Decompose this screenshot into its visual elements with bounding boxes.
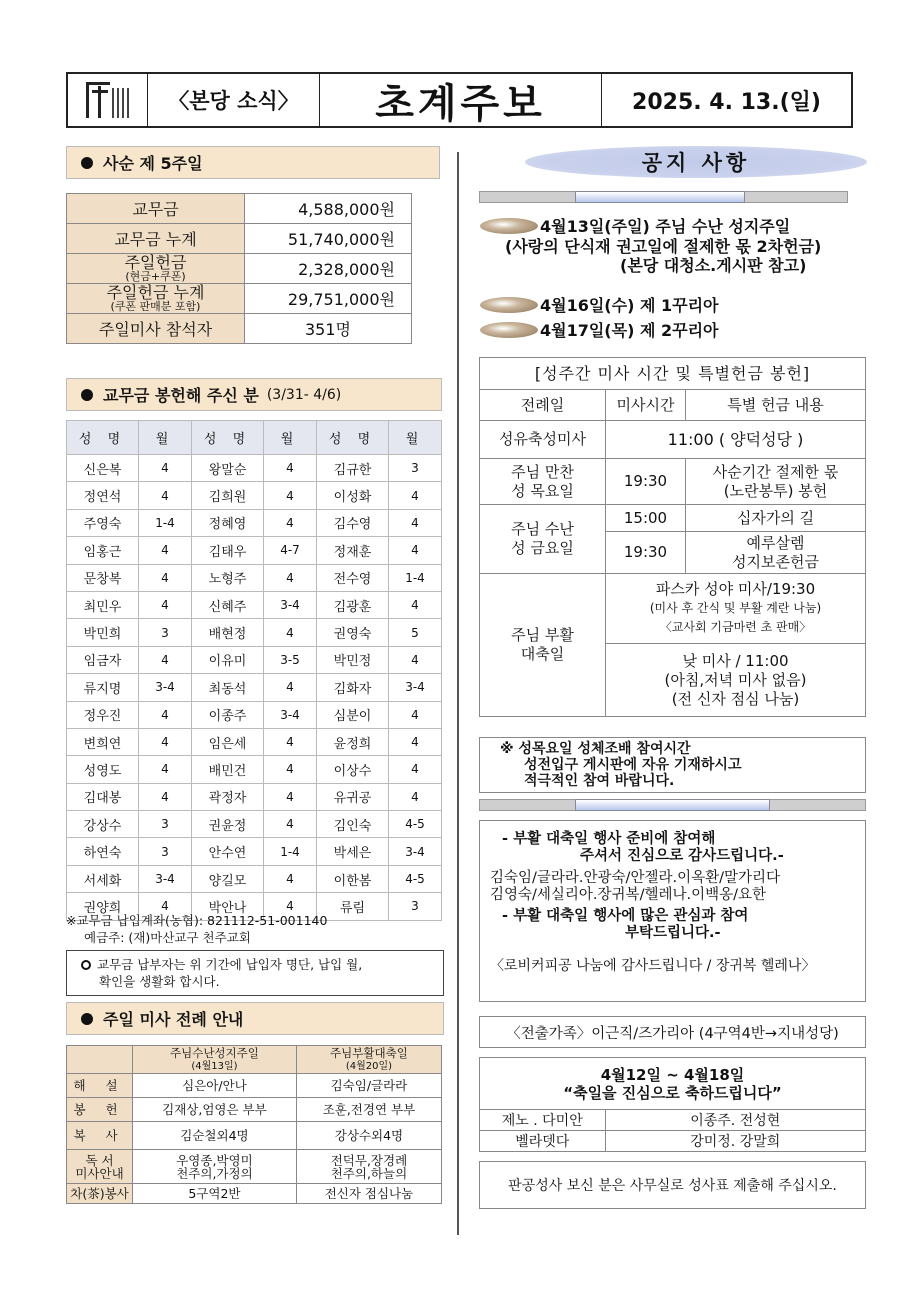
donor-row — [67, 865, 442, 892]
donor-name: 신혜주 — [192, 591, 264, 618]
liturgy-row: 복 사 김순철외4명 강상수외4명 — [67, 1122, 442, 1150]
donor-month: 4 — [139, 455, 192, 482]
confession-notice: 판공성사 보신 분은 사무실로 성사표 제출해 주십시오. — [479, 1161, 866, 1209]
announcement-palm-sunday: 4월13일(주일) 주님 수난 성지주일 (사랑의 단식재 권고일에 절제한 몫 2차헌금) (본당 대청소.게시판 참고) — [480, 217, 860, 276]
offering-value: 351명 — [245, 314, 412, 344]
donor-name: 최동석 — [192, 674, 264, 701]
donor-name: 왕말순 — [192, 455, 264, 482]
announcement-curia-2: 4월17일(목) 제 2꾸리아 — [480, 321, 719, 341]
donor-row — [67, 756, 442, 783]
donor-name: 권윤정 — [192, 811, 264, 838]
announcement-curia-1: 4월16일(수) 제 1꾸리아 — [480, 296, 719, 316]
offering-value: 51,740,000원 — [245, 224, 412, 254]
bulletin-date: 2025. 4. 13.(일) — [632, 89, 821, 115]
donor-month: 3-4 — [389, 838, 442, 865]
offering-row: 주일미사 참석자 351명 — [67, 314, 412, 344]
donor-month: 3 — [139, 619, 192, 646]
feast-day-row: 제노 . 다미안 이종주. 전성현 — [480, 1110, 865, 1131]
offering-value: 2,328,000원 — [245, 254, 412, 284]
liturgy-header-row — [67, 1046, 442, 1074]
donor-name: 배현정 — [192, 619, 264, 646]
donor-month: 4 — [264, 783, 317, 810]
col-name: 성 명 — [317, 421, 389, 455]
parish-logo — [68, 74, 148, 126]
donor-name: 김태우 — [192, 537, 264, 564]
donor-row — [67, 783, 442, 810]
donor-row — [67, 619, 442, 646]
donor-name: 전수영 — [317, 564, 389, 591]
donor-month: 4 — [139, 591, 192, 618]
feast-day-range: 4월12일 ~ 4월18일 — [600, 1066, 745, 1084]
donors-section-bar — [66, 378, 442, 411]
offering-row: 교무금 4,588,000원 — [67, 194, 412, 224]
donor-month: 4 — [389, 509, 442, 536]
donor-row — [67, 811, 442, 838]
donor-month: 4 — [389, 756, 442, 783]
holy-week-table — [479, 357, 866, 717]
donor-month: 4 — [389, 646, 442, 673]
pill-bullet-icon — [480, 297, 538, 313]
donor-name: 정혜영 — [192, 509, 264, 536]
donor-table — [66, 420, 442, 921]
donor-name: 이상수 — [317, 756, 389, 783]
donor-name: 최민우 — [67, 591, 139, 618]
donor-name: 하연숙 — [67, 838, 139, 865]
donor-name: 박민정 — [317, 646, 389, 673]
lent-section-bar — [66, 146, 440, 179]
offering-row: 주일헌금 (현금+쿠폰) 2,328,000원 — [67, 254, 412, 284]
donor-name: 김규한 — [317, 455, 389, 482]
donor-month: 4 — [264, 728, 317, 755]
header-tag: 〈본당 소식〉 — [148, 74, 320, 126]
donor-name: 서세화 — [67, 865, 139, 892]
donor-month: 4 — [139, 646, 192, 673]
liturgy-table — [66, 1045, 442, 1204]
bullet-icon — [81, 389, 93, 401]
donor-row — [67, 537, 442, 564]
donor-row — [67, 482, 442, 509]
pill-bullet-icon — [480, 322, 538, 338]
donor-month: 3-4 — [139, 674, 192, 701]
holy-week-row-thursday: 주님 만찬 성 목요일 19:30 사순기간 절제한 몫 (노란봉투) 봉헌 — [480, 459, 866, 505]
payment-notice-box — [66, 950, 444, 996]
liturgy-section-bar — [66, 1002, 444, 1035]
bulletin-title: 초계주보 — [320, 74, 602, 126]
donor-name: 주영숙 — [67, 509, 139, 536]
donor-month: 4 — [389, 728, 442, 755]
donor-month: 1-4 — [389, 564, 442, 591]
donor-month: 3 — [139, 838, 192, 865]
col-month: 월 — [139, 421, 192, 455]
donor-month: 4 — [264, 509, 317, 536]
donor-name: 이한봄 — [317, 865, 389, 892]
holy-week-row-chrism: 성유축성미사 11:00 ( 양덕성당 ) — [480, 421, 866, 459]
donor-name: 성영도 — [67, 756, 139, 783]
donor-month: 3 — [389, 893, 442, 920]
transfer-family-notice: 〈전출가족〉이근직/즈가리아 (4구역4반→지내성당) — [479, 1016, 866, 1048]
feast-day-greeting: “축일을 진심으로 축하드립니다” — [563, 1084, 782, 1102]
donor-month: 4-5 — [389, 811, 442, 838]
donor-name: 이종주 — [192, 701, 264, 728]
donor-name: 정우진 — [67, 701, 139, 728]
donor-month: 4 — [389, 591, 442, 618]
donor-month: 3-4 — [389, 674, 442, 701]
account-holder: 예금주: (재)마산교구 천주교회 — [84, 930, 251, 945]
payment-notice-line1: 교무금 납부자는 위 기간에 납입자 명단, 납입 월, — [97, 957, 363, 972]
offering-row: 주일헌금 누계 (쿠폰 판매분 포함) 29,751,000원 — [67, 284, 412, 314]
donor-month: 3-5 — [264, 646, 317, 673]
donor-name: 노형주 — [192, 564, 264, 591]
donor-month: 4 — [264, 893, 317, 920]
donor-name: 임은세 — [192, 728, 264, 755]
donor-name: 김수영 — [317, 509, 389, 536]
donor-name: 유귀공 — [317, 783, 389, 810]
donor-month: 4-5 — [389, 865, 442, 892]
column-divider — [457, 152, 459, 1235]
bulletin-header — [66, 72, 853, 128]
donor-name: 안수연 — [192, 838, 264, 865]
donor-row — [67, 838, 442, 865]
offering-value: 29,751,000원 — [245, 284, 412, 314]
offering-summary-table — [66, 193, 412, 344]
donor-name: 임홍근 — [67, 537, 139, 564]
donor-month: 4 — [389, 537, 442, 564]
donor-month: 4 — [139, 537, 192, 564]
donor-name: 김광훈 — [317, 591, 389, 618]
donor-month: 4 — [139, 564, 192, 591]
donor-name: 류지명 — [67, 674, 139, 701]
holy-week-row-friday-2: 19:30 예루살렘 성지보존헌금 — [480, 532, 866, 574]
donor-name: 정재훈 — [317, 537, 389, 564]
donor-name: 윤정희 — [317, 728, 389, 755]
donor-name: 박민희 — [67, 619, 139, 646]
donor-name: 정연석 — [67, 482, 139, 509]
donor-month: 4 — [139, 482, 192, 509]
liturgy-row: 봉 헌 김재상,엄영은 부부 조훈,전경연 부부 — [67, 1098, 442, 1122]
notice-title: 공지 사항 — [525, 146, 867, 178]
feast-day-box — [479, 1057, 866, 1152]
col-name: 성 명 — [67, 421, 139, 455]
donor-name: 권양희 — [67, 893, 139, 920]
donors-section-title: 교무금 봉헌해 주신 분 — [103, 386, 259, 405]
offering-value: 4,588,000원 — [245, 194, 412, 224]
donor-name: 심분이 — [317, 701, 389, 728]
donor-name: 문창복 — [67, 564, 139, 591]
donor-name: 이성화 — [317, 482, 389, 509]
donor-row — [67, 509, 442, 536]
account-number: ※교무금 납입계좌(농협): 821112-51-001140 — [66, 913, 328, 928]
donor-month: 4 — [389, 482, 442, 509]
donor-month: 4 — [389, 783, 442, 810]
donor-month: 4 — [264, 865, 317, 892]
donor-row — [67, 455, 442, 482]
liturgy-row: 독 서 미사안내 우영종,박영미 천주의,가정의 전덕무,장경례 천주의,하늘의 — [67, 1150, 442, 1184]
holy-week-row-easter: 주님 부활 대축일 파스카 성야 미사/19:30 (미사 후 간식 및 부활 계란 나눔) 〈교사회 기금마련 초 판매〉 — [480, 574, 866, 644]
donor-month: 4 — [139, 756, 192, 783]
donor-header-row — [67, 421, 442, 455]
liturgy-col1-header: 주님수난성지주일 (4월13일) — [133, 1046, 297, 1074]
donor-name: 곽정자 — [192, 783, 264, 810]
donor-month: 4 — [139, 893, 192, 920]
donor-row — [67, 591, 442, 618]
donor-month: 3 — [139, 811, 192, 838]
decorative-rule — [479, 799, 866, 811]
offering-row: 교무금 누계 51,740,000원 — [67, 224, 412, 254]
donor-row — [67, 728, 442, 755]
col-month: 월 — [264, 421, 317, 455]
holy-week-header-row: 전례일 미사시간 특별 헌금 내용 — [480, 390, 866, 421]
col-name: 성 명 — [192, 421, 264, 455]
col-month: 월 — [389, 421, 442, 455]
donor-month: 5 — [389, 619, 442, 646]
donor-row — [67, 701, 442, 728]
easter-thanks-box: - 부활 대축일 행사 준비에 참여해 주셔서 진심으로 감사드립니다.- 김숙임/글라라.안광숙/안젤라.이옥환/말가리다 김영숙/세실리아.장귀복/헬레나.이백옹/요한 - 부활 대축일 행사에 많은 관심과 참여 부탁드립니다.- 〈로비커피공 나눔에 감사드립니다 / 장귀복 헬레나〉 — [479, 820, 866, 1002]
donor-month: 4 — [264, 619, 317, 646]
donor-name: 박세은 — [317, 838, 389, 865]
donor-month: 4 — [139, 728, 192, 755]
donor-month: 1-4 — [139, 509, 192, 536]
liturgy-row: 차(茶)봉사 5구역2반 전신자 점심나눔 — [67, 1184, 442, 1204]
donor-month: 4 — [139, 701, 192, 728]
lent-section-title: 사순 제 5주일 — [103, 154, 203, 173]
donor-month: 4 — [389, 701, 442, 728]
liturgy-col2-header: 주님부활대축일 (4월20일) — [296, 1046, 441, 1074]
donor-month: 3-4 — [139, 865, 192, 892]
donor-month: 4 — [139, 783, 192, 810]
holy-week-caption: [성주간 미사 시간 및 특별헌금 봉헌] — [480, 358, 866, 390]
donor-month: 4 — [264, 811, 317, 838]
donor-row — [67, 674, 442, 701]
donor-name: 임금자 — [67, 646, 139, 673]
holy-week-row-friday: 주님 수난 성 금요일 15:00 십자가의 길 — [480, 505, 866, 532]
donor-name: 김화자 — [317, 674, 389, 701]
donor-name: 박안나 — [192, 893, 264, 920]
donor-month: 4 — [264, 455, 317, 482]
donor-name: 배민건 — [192, 756, 264, 783]
donor-name: 권영숙 — [317, 619, 389, 646]
holy-week-row-easter-day: 낮 미사 / 11:00 (아침,저녁 미사 없음) (전 신자 점심 나눔) — [480, 644, 866, 717]
donor-row — [67, 564, 442, 591]
pill-bullet-icon — [480, 218, 538, 234]
donor-month: 4 — [264, 482, 317, 509]
cross-logo-icon — [82, 80, 134, 120]
donor-name: 강상수 — [67, 811, 139, 838]
liturgy-section-title: 주일 미사 전례 안내 — [103, 1010, 244, 1029]
donor-name: 김희원 — [192, 482, 264, 509]
donor-month: 3-4 — [264, 591, 317, 618]
donor-month: 3 — [389, 455, 442, 482]
donor-month: 4-7 — [264, 537, 317, 564]
donors-period: (3/31- 4/6) — [266, 386, 342, 403]
donor-month: 4 — [264, 564, 317, 591]
donor-name: 류림 — [317, 893, 389, 920]
communion-notice: ※ 성목요일 성체조배 참여시간 성전입구 게시판에 자유 기재하시고 적극적인 참여 바랍니다. — [479, 737, 866, 793]
bullet-icon — [81, 157, 93, 169]
circle-bullet-icon — [81, 960, 91, 970]
donor-name: 양길모 — [192, 865, 264, 892]
donor-name: 신은복 — [67, 455, 139, 482]
donor-name: 변희연 — [67, 728, 139, 755]
liturgy-row: 해 설 심은아/안나 김숙임/글라라 — [67, 1074, 442, 1098]
feast-day-table — [480, 1109, 865, 1151]
account-info — [66, 912, 446, 946]
donor-month: 1-4 — [264, 838, 317, 865]
donor-name: 김대봉 — [67, 783, 139, 810]
feast-day-row: 벨라뎃다 강미정. 강말희 — [480, 1131, 865, 1152]
donor-name: 김인숙 — [317, 811, 389, 838]
donor-month: 4 — [264, 674, 317, 701]
donor-month: 4 — [264, 756, 317, 783]
bullet-icon — [81, 1013, 93, 1025]
donor-row — [67, 646, 442, 673]
decorative-rule — [479, 191, 848, 203]
payment-notice-line2: 확인을 생활화 합시다. — [99, 974, 220, 989]
donor-month: 3-4 — [264, 701, 317, 728]
donor-name: 이유미 — [192, 646, 264, 673]
